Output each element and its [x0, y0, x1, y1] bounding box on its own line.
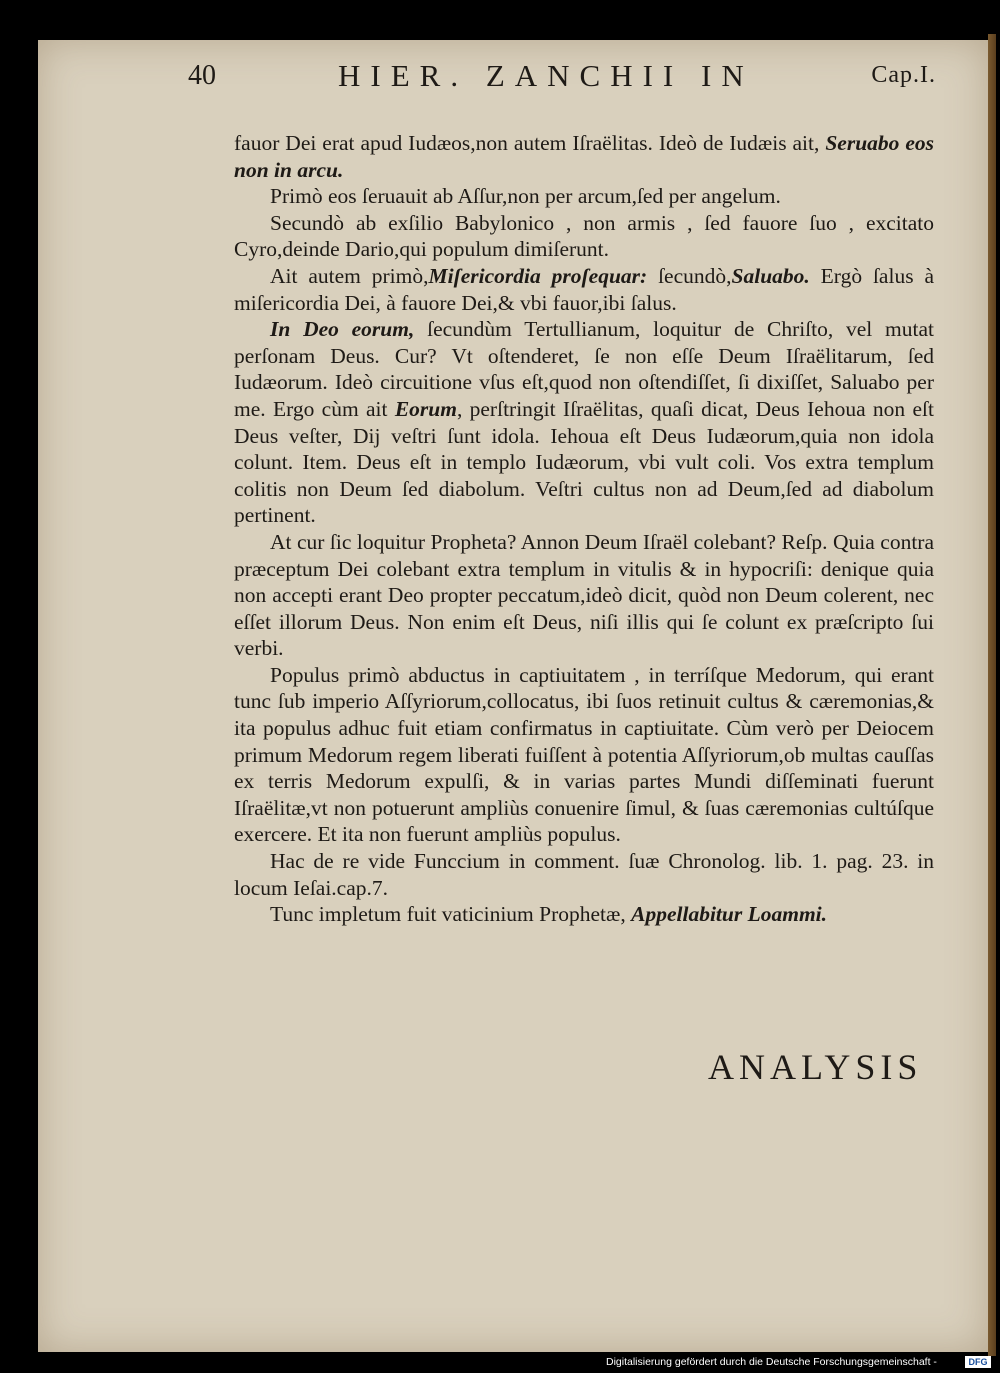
paragraph-6: At cur ſic loquitur Propheta? Annon Deum Iſraël colebant? Reſp. Quia contra præceptum Dei colebant extra templum in vitulis & in hypocriſi: denique quia non accepti erant Deo propter peccatum,ideò dicit, quòd non Deum colerent, nec eſſet illorum Deus. Non enim eſt Deus, niſi illis qui ſe colunt ex præſcripto ſui verbi.: [234, 529, 934, 661]
paragraph-5: In Deo eorum, ſecundùm Tertullianum, loquitur de Chriſto, vel mutat perſonam Deus. Cur? Vt oſtenderet, ſe non eſſe Deum Iſraëlitarum, ſed Iudæorum. Ideò circuitione vſus eſt,quod non oſtendiſſet, ſi dixiſſet, Saluabo per me. Ergo cùm ait Eorum, perſtringit Iſraëlitas, quaſi dicat, Deus Iehoua non eſt Deus veſter, Dij veſtri ſunt idola. Iehoua eſt Deus Iudæorum,quia non idola colunt. Item. Deus eſt in templo Iudæorum, vbi vult coli. Vos extra templum colitis non Deum ſed diabolum. Veſtri cultus non ad Deum,ſed ad diabolum pertinent.: [234, 317, 934, 528]
paragraph-8: Hac de re vide Funccium in comment. ſuæ Chronolog. lib. 1. pag. 23. in locum Ieſai.cap.7.: [234, 849, 934, 900]
book-edge: [988, 34, 996, 1356]
paragraph-3: Secundò ab exſilio Babylonico , non armis , ſed fauore ſuo , excitato Cyro,deinde Dario,qui populum dimiſerunt.: [234, 210, 934, 262]
paragraph-2: Primò eos ſeruauit ab Aſſur,non per arcum,ſed per angelum.: [270, 184, 781, 209]
page-header: [188, 58, 936, 98]
running-title: HIER. ZANCHII IN: [338, 58, 754, 93]
catchword: ANALYSIS: [708, 1047, 923, 1087]
page-number: 40: [188, 60, 216, 91]
paragraph-1: fauor Dei erat apud Iudæos,non autem Iſraëlitas. Ideò de Iudæis ait, Seruabo eos non in arcu.: [234, 131, 935, 182]
main-text: [234, 130, 934, 928]
paragraph-7: Populus primò abductus in captiuitatem , in terríſque Medorum, qui erant tunc ſub imperio Aſſyriorum,collocatus, ibi ſuos retinuit cultus & cæremonias,& ita populus adhuc fuit etiam confirmatus in captiuitate. Cùm verò per Deiocem primum Medorum regem liberati fuiſſent à potentia Aſſyriorum,ob multas cauſſas ex terris Medorum expulſi, & in varias partes Mundi diſſeminati fuerunt Iſraëlitæ,vt non potuerunt ampliùs conuenire ſimul, & ſuas cæremonias cultúſque exercere. Et ita non fuerunt ampliùs populus.: [234, 662, 934, 847]
dfg-logo-icon: DFG: [965, 1356, 991, 1368]
chapter-label: Cap.I.: [871, 62, 936, 88]
paragraph-9: Tunc impletum fuit vaticinium Prophetæ, Appellabitur Loammi.: [270, 902, 828, 927]
credit-text: Digitalisierung gefördert durch die Deutsche Forschungsgemeinschaft -: [606, 1356, 937, 1368]
paragraph-4: Ait autem primò,Miſericordia proſequar: ſecundò,Saluabo. Ergò ſalus à miſericordia Dei, à fauore Dei,& vbi fauor,ibi ſalus.: [234, 263, 934, 315]
digitization-credit: [606, 1355, 996, 1371]
